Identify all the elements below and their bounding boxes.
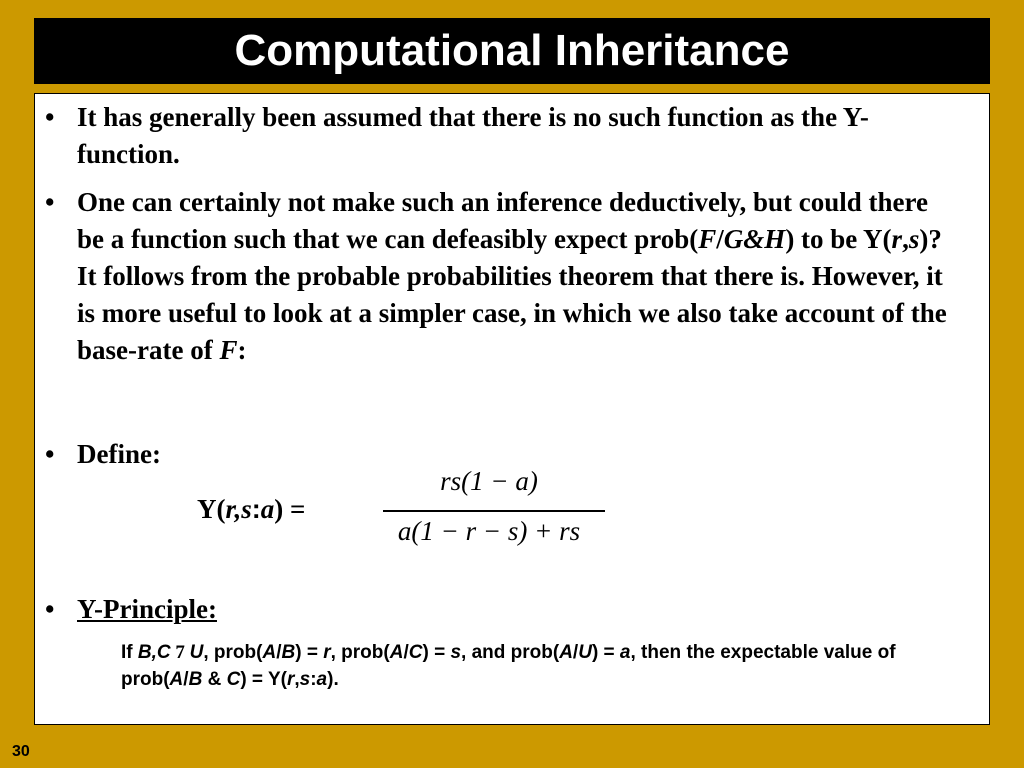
bullet-2-text: One can certainly not make such an inference deductively, but could there be a function such that we can defeasibly expect prob(F/G&H) to be Y(r,s)? It follows from the probable probabilities theorem that there is. However, it is more useful to look at a simpler case, in which we also take account of the base-rate of F: — [77, 187, 947, 365]
fraction-bar — [383, 510, 605, 512]
bullet-dot: • — [45, 594, 55, 624]
fraction-numerator: rs(1 − a) — [440, 466, 538, 496]
formula-fraction — [373, 464, 605, 554]
formula-lhs: Y(r,s:a) = — [197, 494, 306, 524]
bullet-dot: • — [45, 187, 55, 217]
slide-number: 30 — [12, 743, 30, 760]
y-principle-statement: If B,C 7 U, prob(A/B) = r, prob(A/C) = s, and prob(A/U) = a, then the expectable value of prob(A/B & C) = Y(r,s:a). — [121, 642, 896, 690]
bullet-dot: • — [45, 102, 55, 132]
bullet-dot: • — [45, 439, 55, 469]
bullet-3-text: Define: — [77, 439, 161, 469]
fraction-denominator: a(1 − r − s) + rs — [397, 516, 581, 546]
bullet-4-text: Y-Principle: — [77, 594, 217, 624]
slide-title: Computational Inheritance — [234, 26, 790, 75]
slide-content — [34, 93, 990, 725]
bullet-1-text: It has generally been assumed that there is no such function as the Y-function. — [77, 102, 869, 169]
slide-title-bar — [34, 18, 990, 84]
